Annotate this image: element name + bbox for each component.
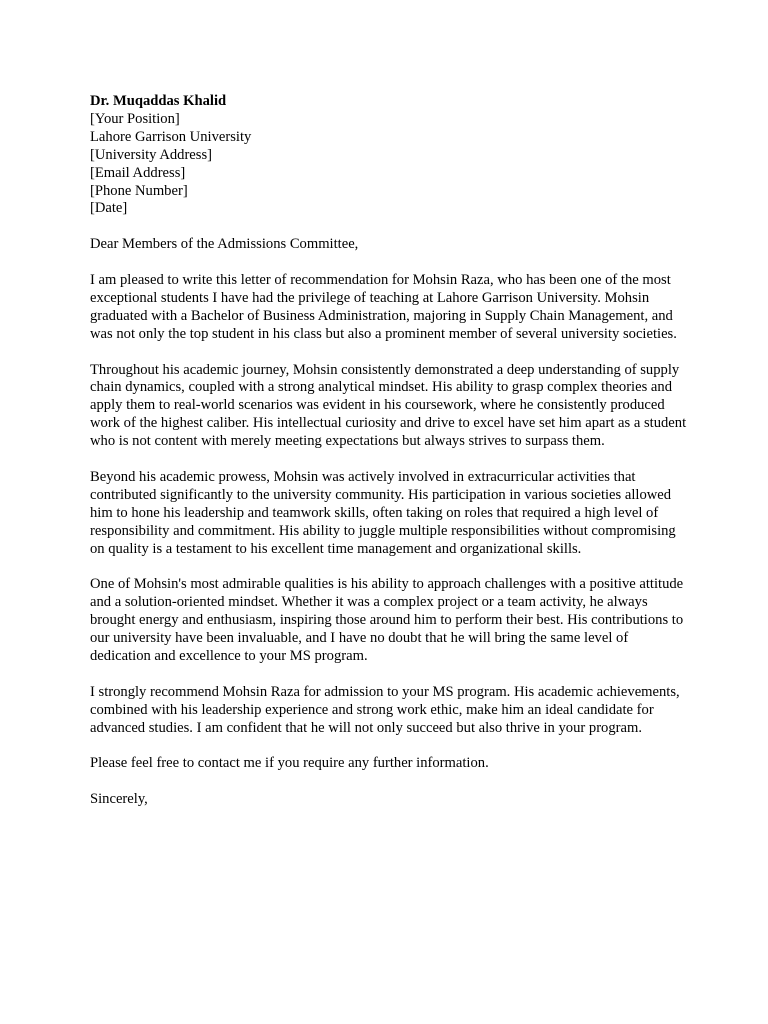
body-paragraph-1: I am pleased to write this letter of recommendation for Mohsin Raza, who has been one of the most exceptional students I have had the privilege of teaching at Lahore Garrison University. Mohsin graduated with a Bachelor of Business Administration, majoring in Supply Chain Management, and was not only the top student in his class but also a prominent member of several university societies. (90, 272, 677, 342)
body-paragraph-6: Please feel free to contact me if you require any further information. (90, 755, 489, 772)
sender-position: [Your Position] (90, 110, 180, 127)
sender-email: [Email Address] (90, 164, 186, 181)
closing: Sincerely, (90, 791, 148, 808)
body-paragraph-3: Beyond his academic prowess, Mohsin was actively involved in extracurricular activities that contributed significantly to the university community. His participation in various societies allowed him to hone his leadership and teamwork skills, often taking on roles that required a high level of responsibility and commitment. His ability to juggle multiple responsibilities without compromising on quality is a testament to his excellent time management and organizational skills. (90, 468, 676, 557)
sender-block (90, 93, 690, 218)
letter-date: [Date] (90, 200, 128, 217)
salutation: Dear Members of the Admissions Committee, (90, 236, 359, 253)
sender-institution: Lahore Garrison University (90, 128, 252, 145)
sender-address: [University Address] (90, 146, 213, 163)
body-paragraph-5: I strongly recommend Mohsin Raza for admission to your MS program. His academic achievements, combined with his leadership experience and strong work ethic, make him an ideal candidate for advanced studies. I am confident that he will not only succeed but also thrive in your program. (90, 683, 680, 736)
sender-name: Dr. Muqaddas Khalid (90, 93, 227, 109)
body-paragraph-4: One of Mohsin's most admirable qualities is his ability to approach challenges with a positive attitude and a solution-oriented mindset. Whether it was a complex project or a team activity, he always brought energy and enthusiasm, inspiring those around him to perform their best. His contributions to our university have been invaluable, and I have no doubt that he will bring the same level of dedication and excellence to your MS program. (90, 576, 684, 665)
letter-page (90, 93, 690, 827)
sender-phone: [Phone Number] (90, 182, 188, 199)
body-paragraph-2: Throughout his academic journey, Mohsin consistently demonstrated a deep understanding of supply chain dynamics, coupled with a strong analytical mindset. His ability to grasp complex theories and apply them to real-world scenarios was evident in his coursework, where he consistently produced work of the highest caliber. His intellectual curiosity and drive to excel have set him apart as a student who is not content with merely meeting expectations but always strives to surpass them. (90, 361, 687, 450)
